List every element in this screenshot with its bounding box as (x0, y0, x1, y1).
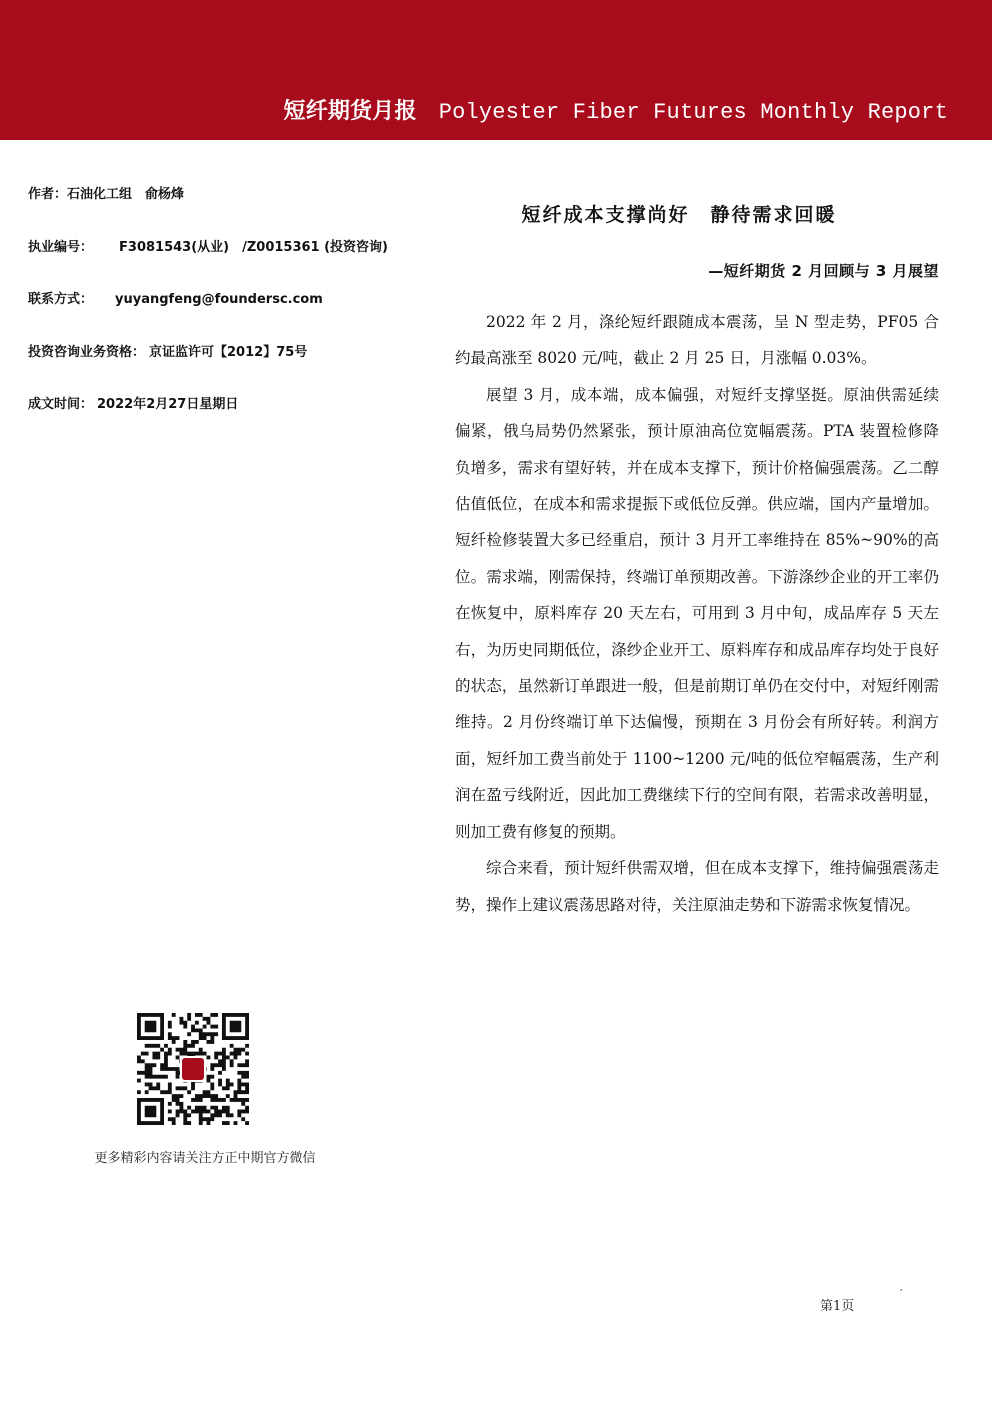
wechat-qr-code (137, 1013, 249, 1125)
article-paragraph-summary: 综合来看，预计短纤供需双增，但在成本支撑下，维持偏强震荡走势，操作上建议震荡思路对待，关注原油走势和下游需求恢复情况。 (455, 859, 939, 914)
contact-label: 联系方式： (28, 292, 94, 307)
article-subtitle: —短纤期货 2 月回顾与 3 月展望 (708, 262, 939, 280)
license-label: 执业编号： (28, 239, 94, 255)
page-number: 第1页 (820, 1299, 855, 1314)
qr-code-icon (137, 1013, 249, 1125)
article-title: 短纤成本支撑尚好 静待需求回暖 (521, 204, 837, 226)
header-banner (0, 0, 992, 140)
license-row (28, 236, 428, 289)
contact-email[interactable]: yuyangfeng@foundersc.com (115, 292, 323, 307)
corner-mark: ′ (900, 1287, 903, 1300)
author-row (28, 183, 428, 236)
qualification-row (28, 341, 428, 394)
author-label: 作者： (28, 187, 68, 202)
date-row (28, 393, 428, 446)
article-body (455, 200, 939, 923)
contact-row (28, 288, 428, 341)
author-value: 石油化工组 俞杨烽 (67, 187, 185, 202)
report-title-cn: 短纤期货月报 (283, 99, 417, 124)
report-title-en: Polyester Fiber Futures Monthly Report (438, 100, 948, 125)
author-info-panel (28, 183, 428, 446)
qualification-label: 投资咨询业务资格： (28, 344, 146, 360)
report-title (284, 94, 949, 125)
license-value: F3081543(从业) /Z0015361 (投资咨询) (119, 239, 388, 255)
qualification-value: 京证监许可【2012】75号 (149, 344, 308, 360)
article-paragraph-outlook: 展望 3 月，成本端，成本偏强，对短纤支撑坚挺。原油供需延续偏紧，俄乌局势仍然紧张，预计原油高位宽幅震荡。PTA 装置检修降负增多，需求有望好转，并在成本支撑下，预计价格偏强震荡。乙二醇估值低位，在成本和需求提振下或低位反弹。供应端，国内产量增加。短纤检修装置大多已经重启，预计 3 月开工率维持在 85%~90%的高位。需求端，刚需保持，终端订单预期改善。下游涤纱企业的开工率仍在恢复中，原料库存 20 天左右，可用到 3 月中旬，成品库存 5 天左右，为历史同期低位，涤纱企业开工、原料库存和成品库存均处于良好的状态，虽然新订单跟进一般，但是前期订单仍在交付中，对短纤刚需维持。2 月份终端订单下达偏慢，预期在 3 月份会有所好转。利润方面，短纤加工费当前处于 1100~1200 元/吨的低位窄幅震荡，生产利润在盈亏线附近，因此加工费继续下行的空间有限，若需求改善明显，则加工费有修复的预期。 (455, 385, 939, 841)
qr-caption: 更多精彩内容请关注方正中期官方微信 (94, 1151, 316, 1166)
date-label: 成文时间： (28, 397, 94, 412)
date-value: 2022年2月27日星期日 (97, 397, 239, 412)
article-paragraph-review: 2022 年 2 月，涤纶短纤跟随成本震荡，呈 N 型走势，PF05 合约最高涨至 8020 元/吨，截止 2 月 25 日，月涨幅 0.03%。 (455, 313, 939, 368)
